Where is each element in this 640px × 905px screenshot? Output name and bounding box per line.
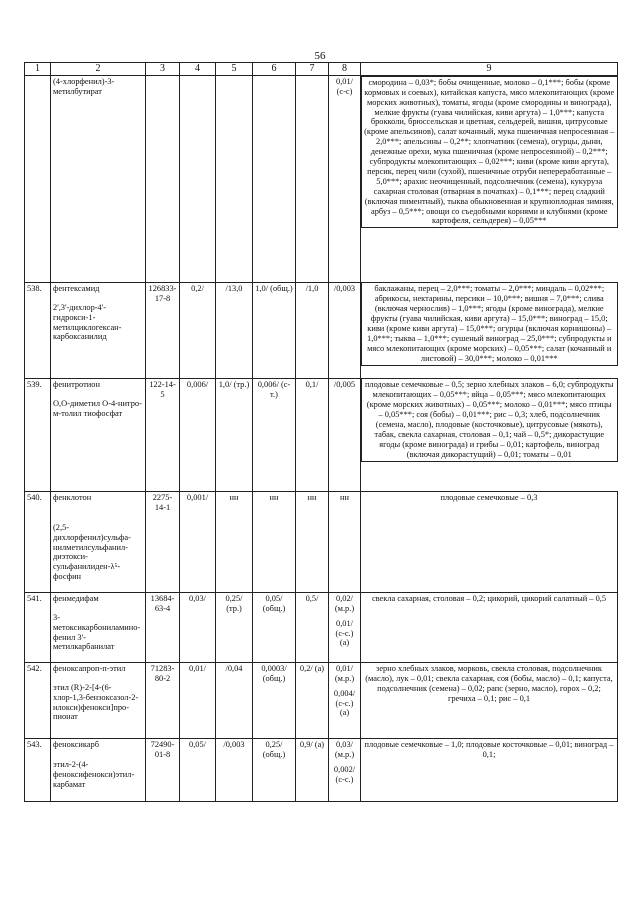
substance-chemical-name: 3-метоксикарбониламино-фенил 3'-метилкарбанилат bbox=[53, 612, 141, 652]
row-number: 539. bbox=[25, 378, 51, 491]
substance-cell bbox=[51, 738, 146, 801]
row-number: 538. bbox=[25, 282, 51, 378]
workplace-limit: нн bbox=[216, 491, 253, 592]
water-limit: нн bbox=[253, 491, 296, 592]
substance-cell bbox=[51, 592, 146, 662]
soil-limit: 0,5/ bbox=[296, 592, 329, 662]
soil-limit: 0,1/ bbox=[296, 378, 329, 491]
air-limit: 0,03/ (м.р.) 0,002/ (с-с.) bbox=[329, 738, 361, 801]
cas-number: 72490-01-8 bbox=[146, 738, 180, 801]
table-row bbox=[25, 738, 618, 801]
workplace-limit bbox=[216, 75, 253, 282]
water-limit: 0,0003/ (общ.) bbox=[253, 662, 296, 738]
food-limits: плодовые семечковые – 0,3 bbox=[361, 491, 618, 592]
table-row bbox=[25, 592, 618, 662]
table-row bbox=[25, 491, 618, 592]
column-header: 3 bbox=[146, 63, 180, 76]
substance-chemical-name: (2,5-дихлорфенил)сульфа-нилметилсульфанил-диэтокси-сульфанилиден-λ⁵-фосфин bbox=[53, 522, 131, 582]
water-limit bbox=[253, 75, 296, 282]
air-limit: /0,003 bbox=[329, 282, 361, 378]
soil-limit: 0,2/ (а) bbox=[296, 662, 329, 738]
substance-name: феноксапроп-п-этил bbox=[53, 663, 126, 673]
workplace-limit: /0,04 bbox=[216, 662, 253, 738]
substance-name: фенитротион bbox=[53, 379, 100, 389]
adi-value: 0,006/ bbox=[180, 378, 216, 491]
air-limit: 0,02/ (м.р.) 0,01/ (с-с.) (а) bbox=[329, 592, 361, 662]
pesticide-table bbox=[24, 62, 618, 802]
air-limit: 0,01/ (м.р.) 0,004/ (с-с.) (а) bbox=[329, 662, 361, 738]
header-row bbox=[25, 63, 618, 76]
food-limits: плодовые семечковые – 1,0; плодовые косточковые – 0,01; виноград – 0,1; bbox=[361, 738, 618, 801]
food-limits: зерно хлебных злаков, морковь, свекла столовая, подсолнечник (масло), лук – 0,01; свекла сахарная, соя (бобы, масло) – 0,1; капуста, подсолнечник (семена) – 0,02; рапс (зерно, масло), горох – 0,2; гречиха – 0,1; рис – 0,1 bbox=[361, 662, 618, 738]
row-number: 540. bbox=[25, 491, 51, 592]
soil-limit: нн bbox=[296, 491, 329, 592]
substance-chemical-name: О,О-диметил О-4-нитро-м-толил тиофосфат bbox=[53, 398, 142, 418]
water-limit: 0,006/ (с-т.) bbox=[253, 378, 296, 491]
substance-chemical-name: 2',3'-дихлор-4'-гидрокси-1-метилциклогексан-карбоксанилид bbox=[53, 302, 122, 342]
food-limits: свекла сахарная, столовая – 0,2; цикорий, цикорий салатный – 0,5 bbox=[361, 592, 618, 662]
table-row bbox=[25, 282, 618, 378]
column-header: 6 bbox=[253, 63, 296, 76]
soil-limit: 0,9/ (а) bbox=[296, 738, 329, 801]
adi-value: 0,03/ bbox=[180, 592, 216, 662]
row-number: 541. bbox=[25, 592, 51, 662]
water-limit: 0,05/ (общ.) bbox=[253, 592, 296, 662]
adi-value bbox=[180, 75, 216, 282]
substance-cell bbox=[51, 378, 146, 491]
row-number: 543. bbox=[25, 738, 51, 801]
workplace-limit: /13,0 bbox=[216, 282, 253, 378]
air-limit: 0,01/ (с-с) bbox=[329, 75, 361, 282]
table-row bbox=[25, 75, 618, 282]
substance-cell bbox=[51, 282, 146, 378]
cas-number bbox=[146, 75, 180, 282]
substance-name: фенмедифам bbox=[53, 593, 99, 603]
column-header: 5 bbox=[216, 63, 253, 76]
cas-number: 13684-63-4 bbox=[146, 592, 180, 662]
column-header: 8 bbox=[329, 63, 361, 76]
column-header: 9 bbox=[361, 63, 618, 76]
air-limit: /0,005 bbox=[329, 378, 361, 491]
page-number: 56 bbox=[314, 50, 326, 62]
row-number: 542. bbox=[25, 662, 51, 738]
substance-name: фентексамид bbox=[53, 283, 100, 293]
column-header: 7 bbox=[296, 63, 329, 76]
row-number bbox=[25, 75, 51, 282]
substance-cell bbox=[51, 491, 146, 592]
adi-value: 0,2/ bbox=[180, 282, 216, 378]
substance-cell bbox=[51, 662, 146, 738]
table-row bbox=[25, 378, 618, 491]
cas-number: 71283-80-2 bbox=[146, 662, 180, 738]
substance-name: феноксикарб bbox=[53, 739, 99, 749]
substance-chemical-name: этил (R)-2-[4-(6-хлор-1,3-бензоксазол-2-илокси)фенокси]про-пионат bbox=[53, 682, 139, 722]
workplace-limit: /0,003 bbox=[216, 738, 253, 801]
cas-number: 2275-14-1 bbox=[146, 491, 180, 592]
air-limit: нн bbox=[329, 491, 361, 592]
cas-number: 126833-17-8 bbox=[146, 282, 180, 378]
food-limits: баклажаны, перец – 2,0***; томаты – 2,0***; миндаль – 0,02***; абрикосы, нектарины, персики – 10,0***; вишня – 7,0***; слива (включая чернослив) – 1,0***; ягоды (кроме винограда), мелкие фрукты (гуава чилийская, киви аргута) – 15,0***; виноград – 15,0; киви (кроме киви аргута) – 15,0***; огурцы (включая корнишоны) – 1,0***; тыква – 1,0***; сушеный виноград – 25,0***; субпродукты и мясо млекопитающих (кроме морских) – 0,05***; салат (кочанный и листовой) – 30,0***; молоко – 0,01*** bbox=[361, 282, 618, 365]
workplace-limit: 1,0/ (тр.) bbox=[216, 378, 253, 491]
soil-limit bbox=[296, 75, 329, 282]
adi-value: 0,01/ bbox=[180, 662, 216, 738]
food-limits: плодовые семечковые – 0,5; зерно хлебных злаков – 6,0; субпродукты млекопитающих – 0,05***; яйца – 0,05***; мясо млекопитающих (кроме морских животных) – 0,05***; молоко – 0,01***; мясо птицы – 0,05***; соя (бобы) – 0,01***; рис – 0,3; хлеб, подсолнечник (семена, масло), плодовые (косточковые), цитрусовые (мякоть), табак, свекла сахарная, столовая – 0,1; чай – 0,5*; дикорастущие ягоды (кроме винограда) и грибы – 0,01; картофель, виноград (включая дикорастущий) – 0,01; томаты – 0,01 bbox=[361, 378, 618, 461]
soil-limit: /1,0 bbox=[296, 282, 329, 378]
substance-name: фенклотон bbox=[53, 492, 92, 502]
adi-value: 0,05/ bbox=[180, 738, 216, 801]
water-limit: 0,25/ (общ.) bbox=[253, 738, 296, 801]
substance-chemical-name: этил-2-(4-феноксифенокси)этил-карбамат bbox=[53, 759, 135, 789]
column-header: 1 bbox=[25, 63, 51, 76]
cas-number: 122-14-5 bbox=[146, 378, 180, 491]
water-limit: 1,0/ (общ.) bbox=[253, 282, 296, 378]
column-header: 2 bbox=[51, 63, 146, 76]
table-row bbox=[25, 662, 618, 738]
workplace-limit: 0,25/ (тр.) bbox=[216, 592, 253, 662]
adi-value: 0,001/ bbox=[180, 491, 216, 592]
food-limits: смородина – 0,03*; бобы очищенные, молоко – 0,1***; бобы (кроме кормовых и соевых), китайская капуста, мясо млекопитающих (кроме морских животных), томаты, ягоды (кроме смородины и винограда), мелкие фрукты (гуава чилийская, киви аргута) – 1,0***; капуста брокколи, брюссельская и цветная, сельдерей, вишня, цитрусовые (кроме апельсинов), салат кочанный, мука пшеничная непросеянная – 2,0***; апельсины – 0,2**; хлопчатник (семена), огурцы, дыни, денежные орехи, мука пшеничная (кроме непросеянной) – 0,2***; субпродукты млекопитающих – 0,02***; киви (кроме киви аргута), персик, перец чили (сухой), пшеничные отруби непереработанные – 5,0***; арахис неочищенный, подсолнечник (семена), кукуруза сахарная столовая (отварная в початках) – 0,1***; перец сладкий (включая пиментный), тыква обыкновенная и крупноплодная зимняя, арбуз – 0,5***; овощи со съедобными корнями и клубнями (кроме картофеля, сельдерея) – 0,05*** bbox=[361, 76, 618, 229]
substance-name: (4-хлорфенил)-3-метилбутират bbox=[51, 75, 146, 282]
column-header: 4 bbox=[180, 63, 216, 76]
